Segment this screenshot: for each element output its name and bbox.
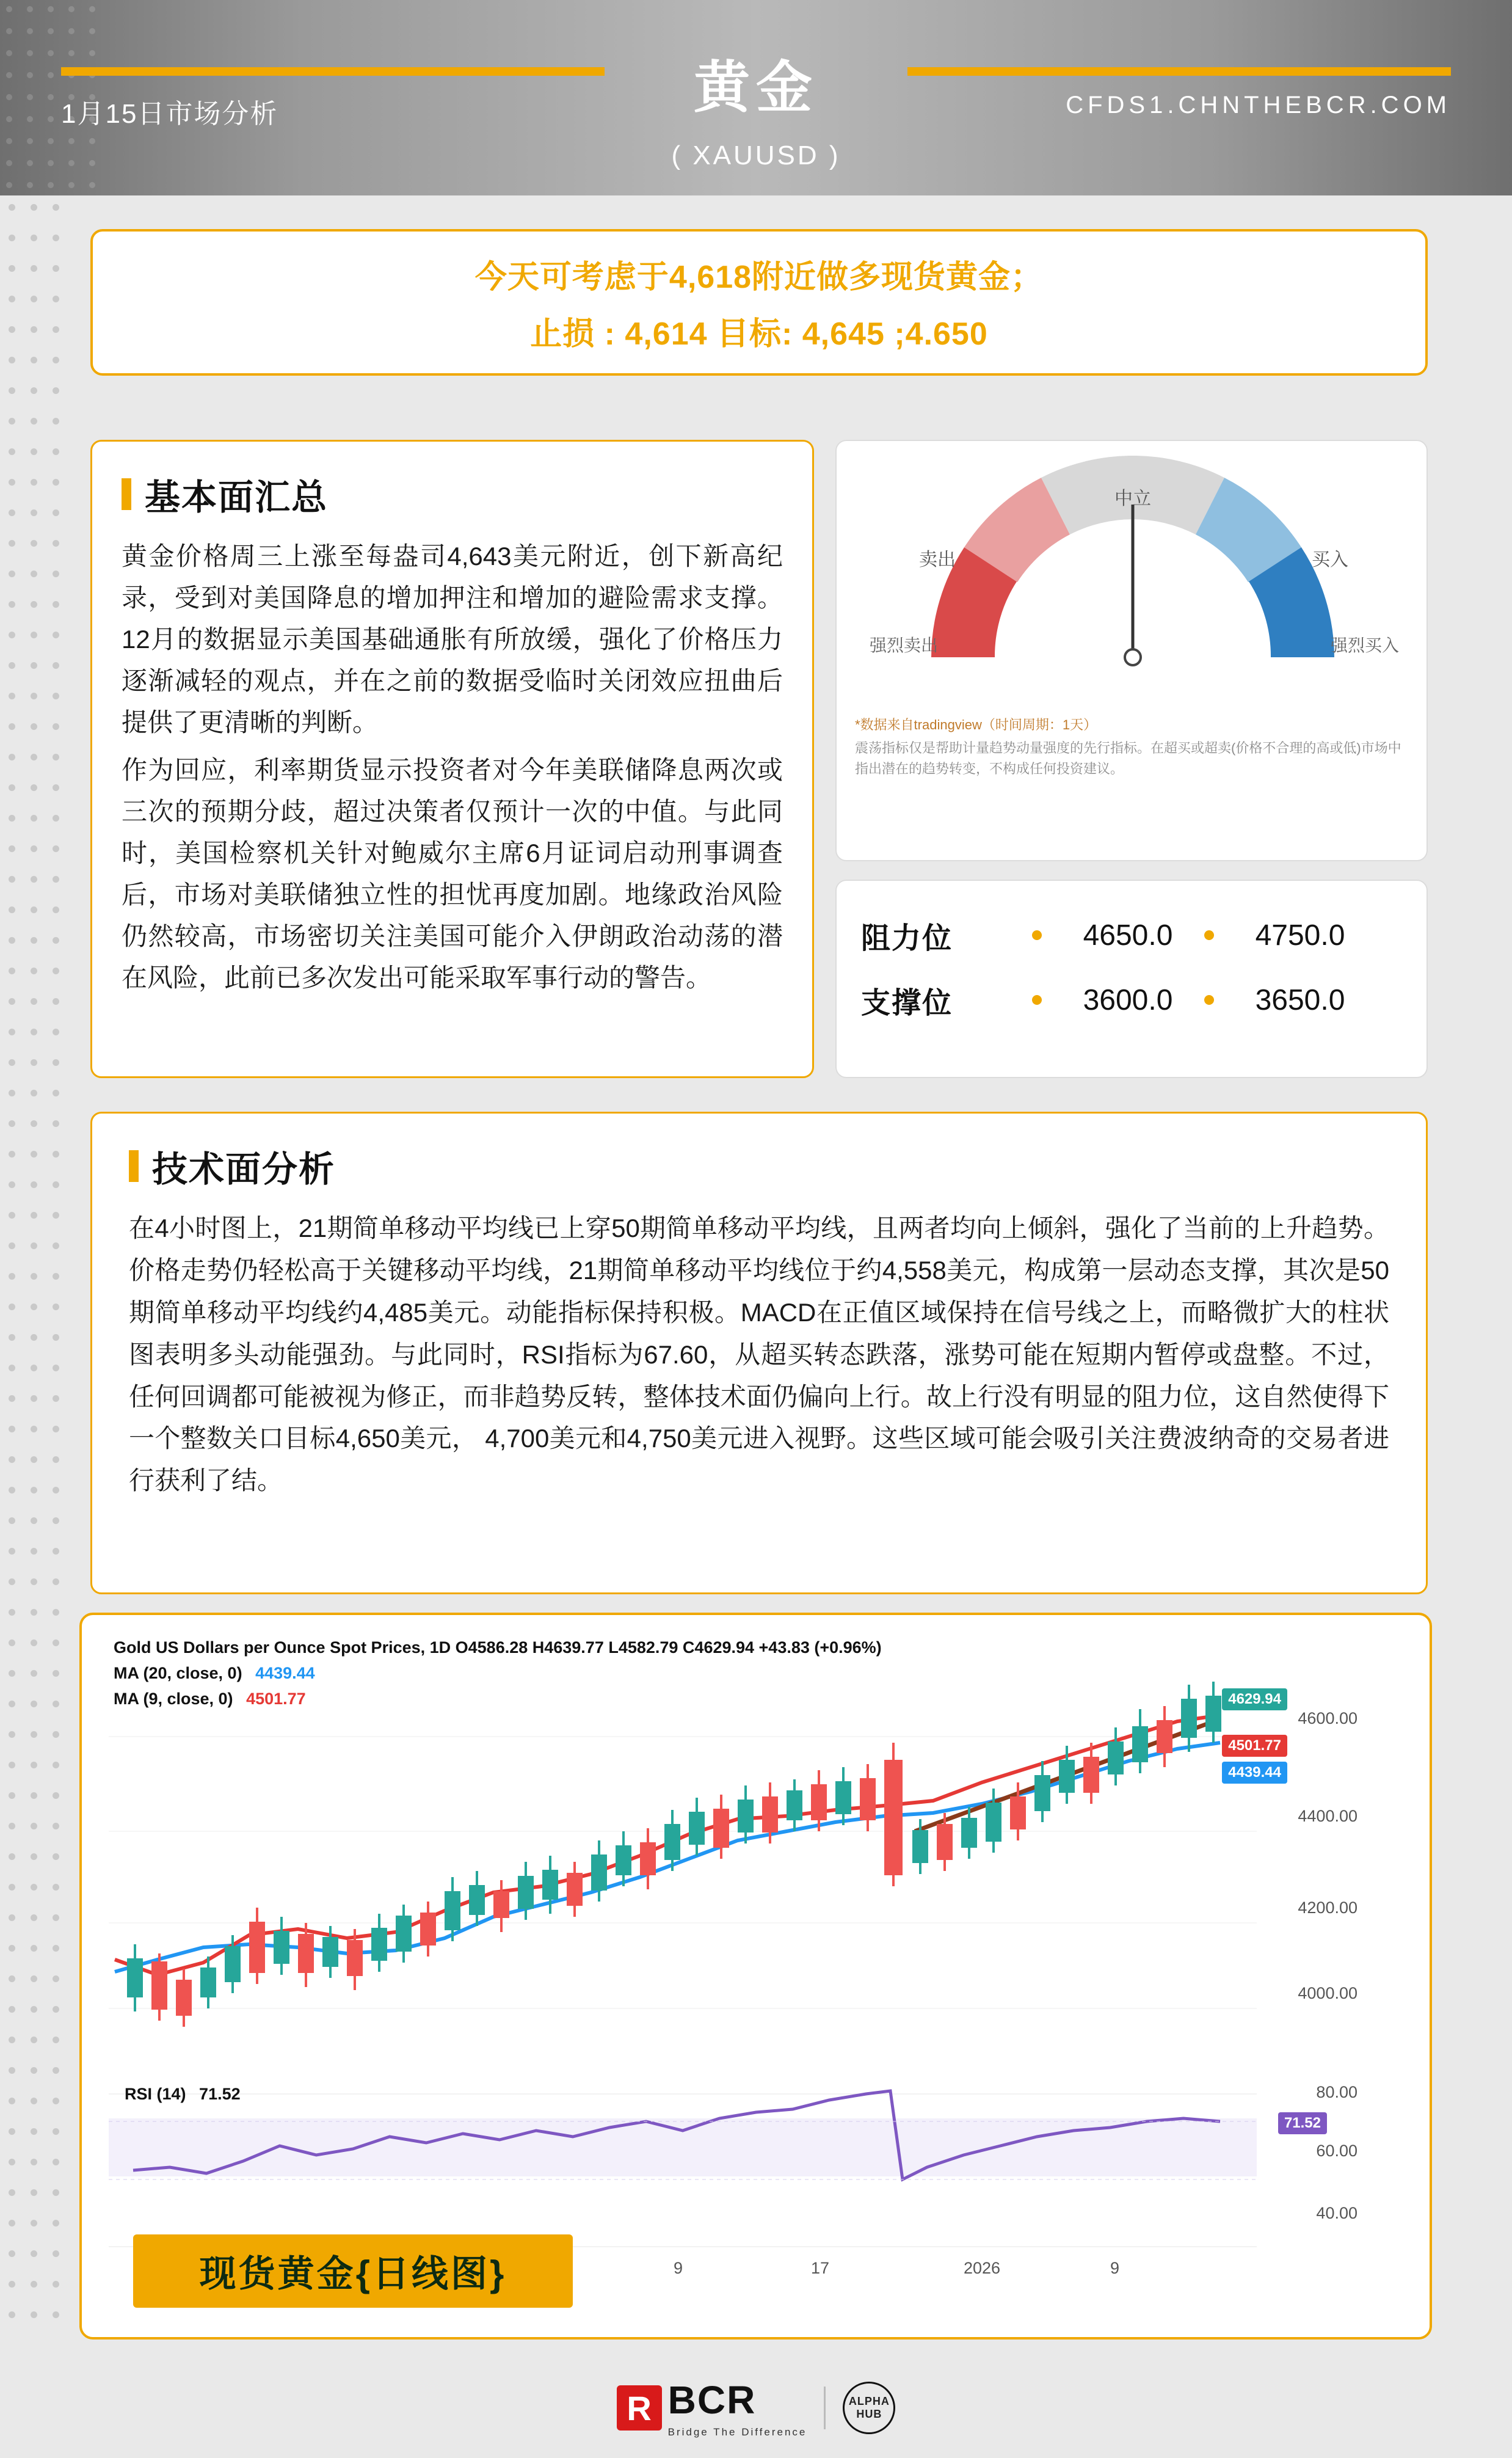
chart-ma9-value: 4501.77: [246, 1690, 306, 1708]
chart-y-label-0: 4600.00: [1298, 1709, 1358, 1727]
resistance-value-2: 4750.0: [1255, 919, 1345, 952]
chart-last-price-tag: 4629.94: [1222, 1688, 1287, 1710]
bullet-dot-icon: [1032, 930, 1042, 940]
gauge-strong-buy-label: 强烈买入: [1330, 636, 1400, 655]
resistance-label: 阻力位: [861, 922, 953, 955]
gauge-strong-sell-label: 强烈卖出: [869, 636, 939, 655]
bcr-mark-icon: R: [617, 2385, 662, 2431]
chart-canvas: [96, 1630, 1419, 2326]
gauge-disclaimer: 震荡指标仅是帮助计量趋势动量强度的先行指标。在超买或超卖(价格不合理的高或低)市场中指出潜在的趋势转变，不构成任何投资建议。: [855, 740, 1401, 777]
trade-idea-line-1: 今天可考虑于4,618附近做多现货黄金；: [474, 260, 1044, 295]
bullet-dot-icon: [1204, 995, 1214, 1005]
sentiment-gauge-card: [835, 440, 1428, 861]
footer-logo: [0, 2358, 1512, 2458]
trade-idea-callout: [90, 229, 1428, 376]
technical-title-text: 技术面分析: [152, 1150, 336, 1189]
fundamental-section-title: [122, 469, 783, 520]
page-title: 黄金: [693, 57, 818, 119]
chart-y-label-3: 4000.00: [1298, 1984, 1358, 2002]
chart-watermark: [133, 2234, 573, 2308]
chart-rsi-tag: 71.52: [1278, 2112, 1327, 2134]
gauge-svg: [855, 456, 1411, 700]
technical-section-title: [129, 1140, 1389, 1192]
alpha-hub-badge: [843, 2382, 895, 2434]
support-value-1: 3600.0: [1083, 983, 1173, 1016]
chart-y-label-2: 4200.00: [1298, 1898, 1358, 1917]
resistance-row: [861, 903, 1402, 968]
chart-y-label-1: 4400.00: [1298, 1807, 1358, 1825]
resistance-value-1: 4650.0: [1083, 919, 1173, 952]
fundamental-summary-card: [90, 440, 814, 1078]
side-dot-pattern: [0, 195, 73, 2333]
footer-divider: [824, 2387, 826, 2429]
gauge-buy-label: 买入: [1312, 550, 1348, 570]
bullet-dot-icon: [1032, 995, 1042, 1005]
site-url-label: CFDS1.CHNTHEBCR.COM: [1066, 92, 1451, 119]
alpha-hub-line-2: HUB: [856, 2408, 882, 2420]
chart-x-label-4: 9: [1110, 2259, 1120, 2277]
chart-ohlc-header: Gold US Dollars per Ounce Spot Prices, 1D O4586.28 H4639.77 L4582.79 C4629.94 +43.83 (+0.96%): [114, 1638, 882, 1657]
chart-x-label-3: 2026: [964, 2259, 1001, 2277]
trade-idea-line-2: 止损 : 4,614 目标: 4,645 ;4.650: [530, 316, 988, 352]
support-row: [861, 968, 1402, 1032]
alpha-hub-line-1: ALPHA: [848, 2395, 890, 2407]
chart-rsi-axis-1: 60.00: [1316, 2142, 1358, 2160]
page-header: [0, 0, 1512, 195]
gauge-source-note: [855, 715, 1408, 735]
chart-ma20-label: MA (20, close, 0): [114, 1664, 242, 1682]
technical-analysis-card: [90, 1112, 1428, 1594]
support-value-2: 3650.0: [1255, 983, 1345, 1016]
key-levels-card: [835, 880, 1428, 1078]
gauge-graphic: [855, 456, 1411, 712]
chart-rsi-legend: [125, 2085, 241, 2104]
chart-rsi-label: RSI (14): [125, 2085, 186, 2103]
gauge-neutral-label: 中立: [1114, 489, 1151, 509]
section-tick-icon: [122, 478, 131, 510]
bullet-dot-icon: [1204, 930, 1214, 940]
brand-tagline: Bridge The Difference: [667, 2426, 807, 2438]
chart-ma20-tag: 4439.44: [1222, 1762, 1287, 1784]
technical-body: 在4小时图上，21期简单移动平均线已上穿50期简单移动平均线，且两者均向上倾斜，强化了当前的上升趋势。价格走势仍轻松高于关键移动平均线，21期简单移动平均线位于约4,558美元，构成第一层动态支撑，其次是50期简单移动平均线约4,485美元。动能指标保持积极。MACD在正值区域保持在信号线之上，而略微扩大的柱状图表明多头动能强劲。与此同时，RSI指标为67.60，从超买转态跌落，涨势可能在短期内暂停或盘整。不过，任何回调都可能被视为修正，而非趋势反转，整体技术面仍偏向上行。故上行没有明显的阻力位，这自然使得下一个整数关口目标4,650美元， 4,700美元和4,750美元进入视野。这些区域可能会吸引关注费波纳奇的交易者进行获利了结。: [129, 1214, 1389, 1495]
chart-ma9-tag: 4501.77: [1222, 1735, 1287, 1757]
gauge-source-text: *数据来自tradingview（时间周期：1天）: [855, 717, 1097, 732]
chart-rsi-value: 71.52: [199, 2085, 241, 2103]
chart-ma9-label: MA (9, close, 0): [114, 1690, 233, 1708]
symbol-label: ( XAUUSD ): [671, 140, 841, 170]
fundamental-paragraph-2: 作为回应，利率期货显示投资者对今年美联储降息两次或三次的预期分歧，超过决策者仅预计一次的中值。与此同时，美国检察机关针对鲍威尔主席6月证词启动刑事调查后，市场对美联储独立性的担忧再度加剧。地缘政治风险仍然较高，市场密切关注美国可能介入伊朗政治动荡的潜在风险，此前已多次发出可能采取军事行动的警告。: [122, 756, 783, 993]
chart-x-label-1: 9: [674, 2259, 683, 2277]
chart-rsi-axis-0: 80.00: [1316, 2083, 1358, 2101]
chart-ma20-value: 4439.44: [255, 1664, 315, 1682]
price-chart-card: [79, 1613, 1432, 2339]
section-tick-icon: [129, 1150, 139, 1182]
gauge-sell-label: 卖出: [919, 550, 956, 570]
brand-name: BCR: [667, 2378, 757, 2422]
chart-x-label-2: 17: [811, 2259, 830, 2277]
header-date-label: 1月15日市场分析: [61, 99, 278, 129]
chart-rsi-axis-2: 40.00: [1316, 2204, 1358, 2222]
chart-svg: [96, 1630, 1419, 2326]
chart-watermark-text: 现货黄金{日线图}: [199, 2253, 507, 2294]
fundamental-title-text: 基本面汇总: [145, 478, 329, 517]
fundamental-paragraph-1: 黄金价格周三上涨至每盎司4,643美元附近，创下新高纪录，受到对美国降息的增加押注和增加的避险需求支撑。12月的数据显示美国基础通胀有所放缓，强化了价格压力逐渐减轻的观点，并在之前的数据受临时关闭效应扭曲后提供了更清晰的判断。: [122, 542, 783, 737]
support-label: 支撑位: [861, 986, 953, 1019]
